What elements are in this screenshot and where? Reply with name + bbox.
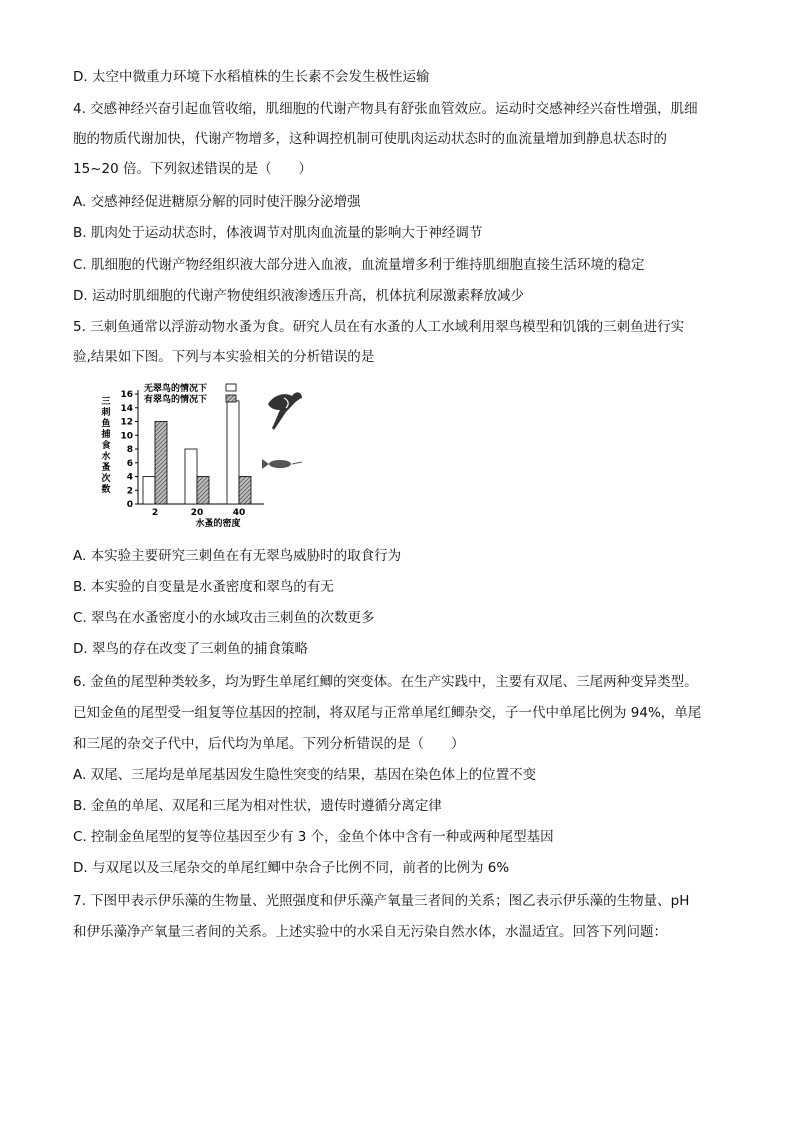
- y-axis-label-char: 鱼: [101, 419, 111, 429]
- q4-option-c: C. 肌细胞的代谢产物经组织液大部分进入血液，血流量增多利于维持肌细胞直接生活环境的稳定: [73, 257, 645, 273]
- legend-label: 无翠鸟的情况下: [144, 384, 208, 394]
- bar-no-kingfisher: [143, 477, 155, 505]
- legend-swatch: [226, 384, 236, 391]
- y-tick-label: 6: [126, 458, 133, 469]
- q5-option-c: C. 翠鸟在水蚤密度小的水域攻击三刺鱼的次数更多: [73, 610, 375, 626]
- bar-with-kingfisher: [197, 477, 209, 505]
- x-category-label: 2: [151, 508, 159, 518]
- q7-stem-line-1: 7. 下图甲表示伊乐藻的生物量、光照强度和伊乐藻产氧量三者间的关系；图乙表示伊乐藻的生物量、pH: [73, 893, 690, 909]
- q5-stem-line-1: 5. 三刺鱼通常以浮游动物水蚤为食。研究人员在有水蚤的人工水域利用翠鸟模型和饥饿的三刺鱼进行实: [73, 319, 685, 335]
- q5-option-a: A. 本实验主要研究三刺鱼在有无翠鸟威胁时的取食行为: [73, 548, 402, 564]
- x-category-label: 40: [232, 508, 246, 518]
- q6-option-b: B. 金鱼的单尾、双尾和三尾为相对性状，遗传时遵循分离定律: [73, 798, 442, 814]
- q5-option-d: D. 翠鸟的存在改变了三刺鱼的捕食策略: [73, 641, 308, 657]
- q6-option-a: A. 双尾、三尾均是单尾基因发生隐性突变的结果，基因在染色体上的位置不变: [73, 767, 537, 783]
- bar-with-kingfisher: [239, 477, 251, 505]
- q4-option-d: D. 运动时肌细胞的代谢产物使组织液渗透压升高，机体抗利尿激素释放减少: [73, 288, 524, 304]
- y-axis-label-char: 次: [101, 474, 111, 484]
- y-axis-label-char: 三: [101, 397, 111, 407]
- bar-with-kingfisher: [155, 422, 167, 505]
- bar-chart-svg: [96, 380, 336, 530]
- q4-stem-line-2: 胞的物质代谢加快，代谢产物增多，这种调控机制可使肌肉运动状态时的血流量增加到静息状态时的: [73, 131, 667, 147]
- y-axis-label-char: 刺: [101, 408, 111, 418]
- q6-stem-line-3: 和三尾的杂交子代中，后代均为单尾。下列分析错误的是（ ）: [73, 736, 465, 752]
- q6-stem-line-2: 已知金鱼的尾型受一组复等位基因的控制，将双尾与正常单尾红鲫杂交，子一代中单尾比例为 94%，单尾: [73, 705, 702, 721]
- q6-option-c: C. 控制金鱼尾型的复等位基因至少有 3 个，金鱼个体中含有一种或两种尾型基因: [73, 829, 554, 845]
- y-axis-label-char: 水: [101, 452, 111, 462]
- y-tick-label: 16: [120, 390, 133, 400]
- kingfisher-fish-illustration: [262, 392, 302, 469]
- y-axis-label-char: 食: [101, 441, 111, 451]
- q6-option-d: D. 与双尾以及三尾杂交的单尾红鲫中杂合子比例不同，前者的比例为 6%: [73, 860, 510, 876]
- q4-stem-line-1: 4. 交感神经兴奋引起血管收缩，肌细胞的代谢产物具有舒张血管效应。运动时交感神经兴奋性增强，肌细: [73, 101, 698, 117]
- q5-stem-line-2: 验,结果如下图。下列与本实验相关的分析错误的是: [73, 349, 375, 365]
- q6-stem-line-1: 6. 金鱼的尾型种类较多，均为野生单尾红鲫的突变体。在生产实践中，主要有双尾、三尾两种变异类型。: [73, 674, 698, 690]
- y-axis-label-char: 数: [101, 485, 111, 495]
- bar-no-kingfisher: [227, 401, 239, 504]
- y-tick-label: 4: [126, 472, 133, 483]
- legend: [144, 382, 236, 405]
- q4-stem-line-3: 15~20 倍。下列叙述错误的是（ ）: [73, 161, 312, 177]
- q4-option-a: A. 交感神经促进糖原分解的同时使汗腺分泌增强: [73, 194, 361, 210]
- y-axis-label: [100, 396, 110, 495]
- y-tick-label: 8: [126, 445, 133, 455]
- q3-option-d: D. 太空中微重力环境下水稻植株的生长素不会发生极性运输: [73, 69, 430, 85]
- y-axis-label-char: 捕: [101, 430, 111, 440]
- q5-option-b: B. 本实验的自变量是水蚤密度和翠鸟的有无: [73, 579, 334, 595]
- x-category-label: 20: [190, 508, 204, 518]
- bar-no-kingfisher: [185, 449, 197, 504]
- y-tick-label: 0: [126, 500, 133, 510]
- y-tick-label: 14: [120, 403, 133, 414]
- y-tick-label: 10: [120, 431, 133, 442]
- q7-stem-line-2: 和伊乐藻净产氧量三者间的关系。上述实验中的水采自无污染自然水体，水温适宜。回答下列问题：: [73, 924, 667, 940]
- y-tick-label: 12: [120, 417, 133, 428]
- legend-label: 有翠鸟的情况下: [144, 395, 208, 405]
- bar-chart: [96, 380, 336, 530]
- y-axis-label-char: 蚤: [101, 463, 111, 473]
- legend-swatch: [226, 395, 236, 402]
- x-axis-label: 水蚤的密度: [195, 519, 241, 529]
- q4-option-b: B. 肌肉处于运动状态时，体液调节对肌肉血流量的影响大于神经调节: [73, 225, 483, 241]
- y-tick-label: 2: [126, 486, 133, 497]
